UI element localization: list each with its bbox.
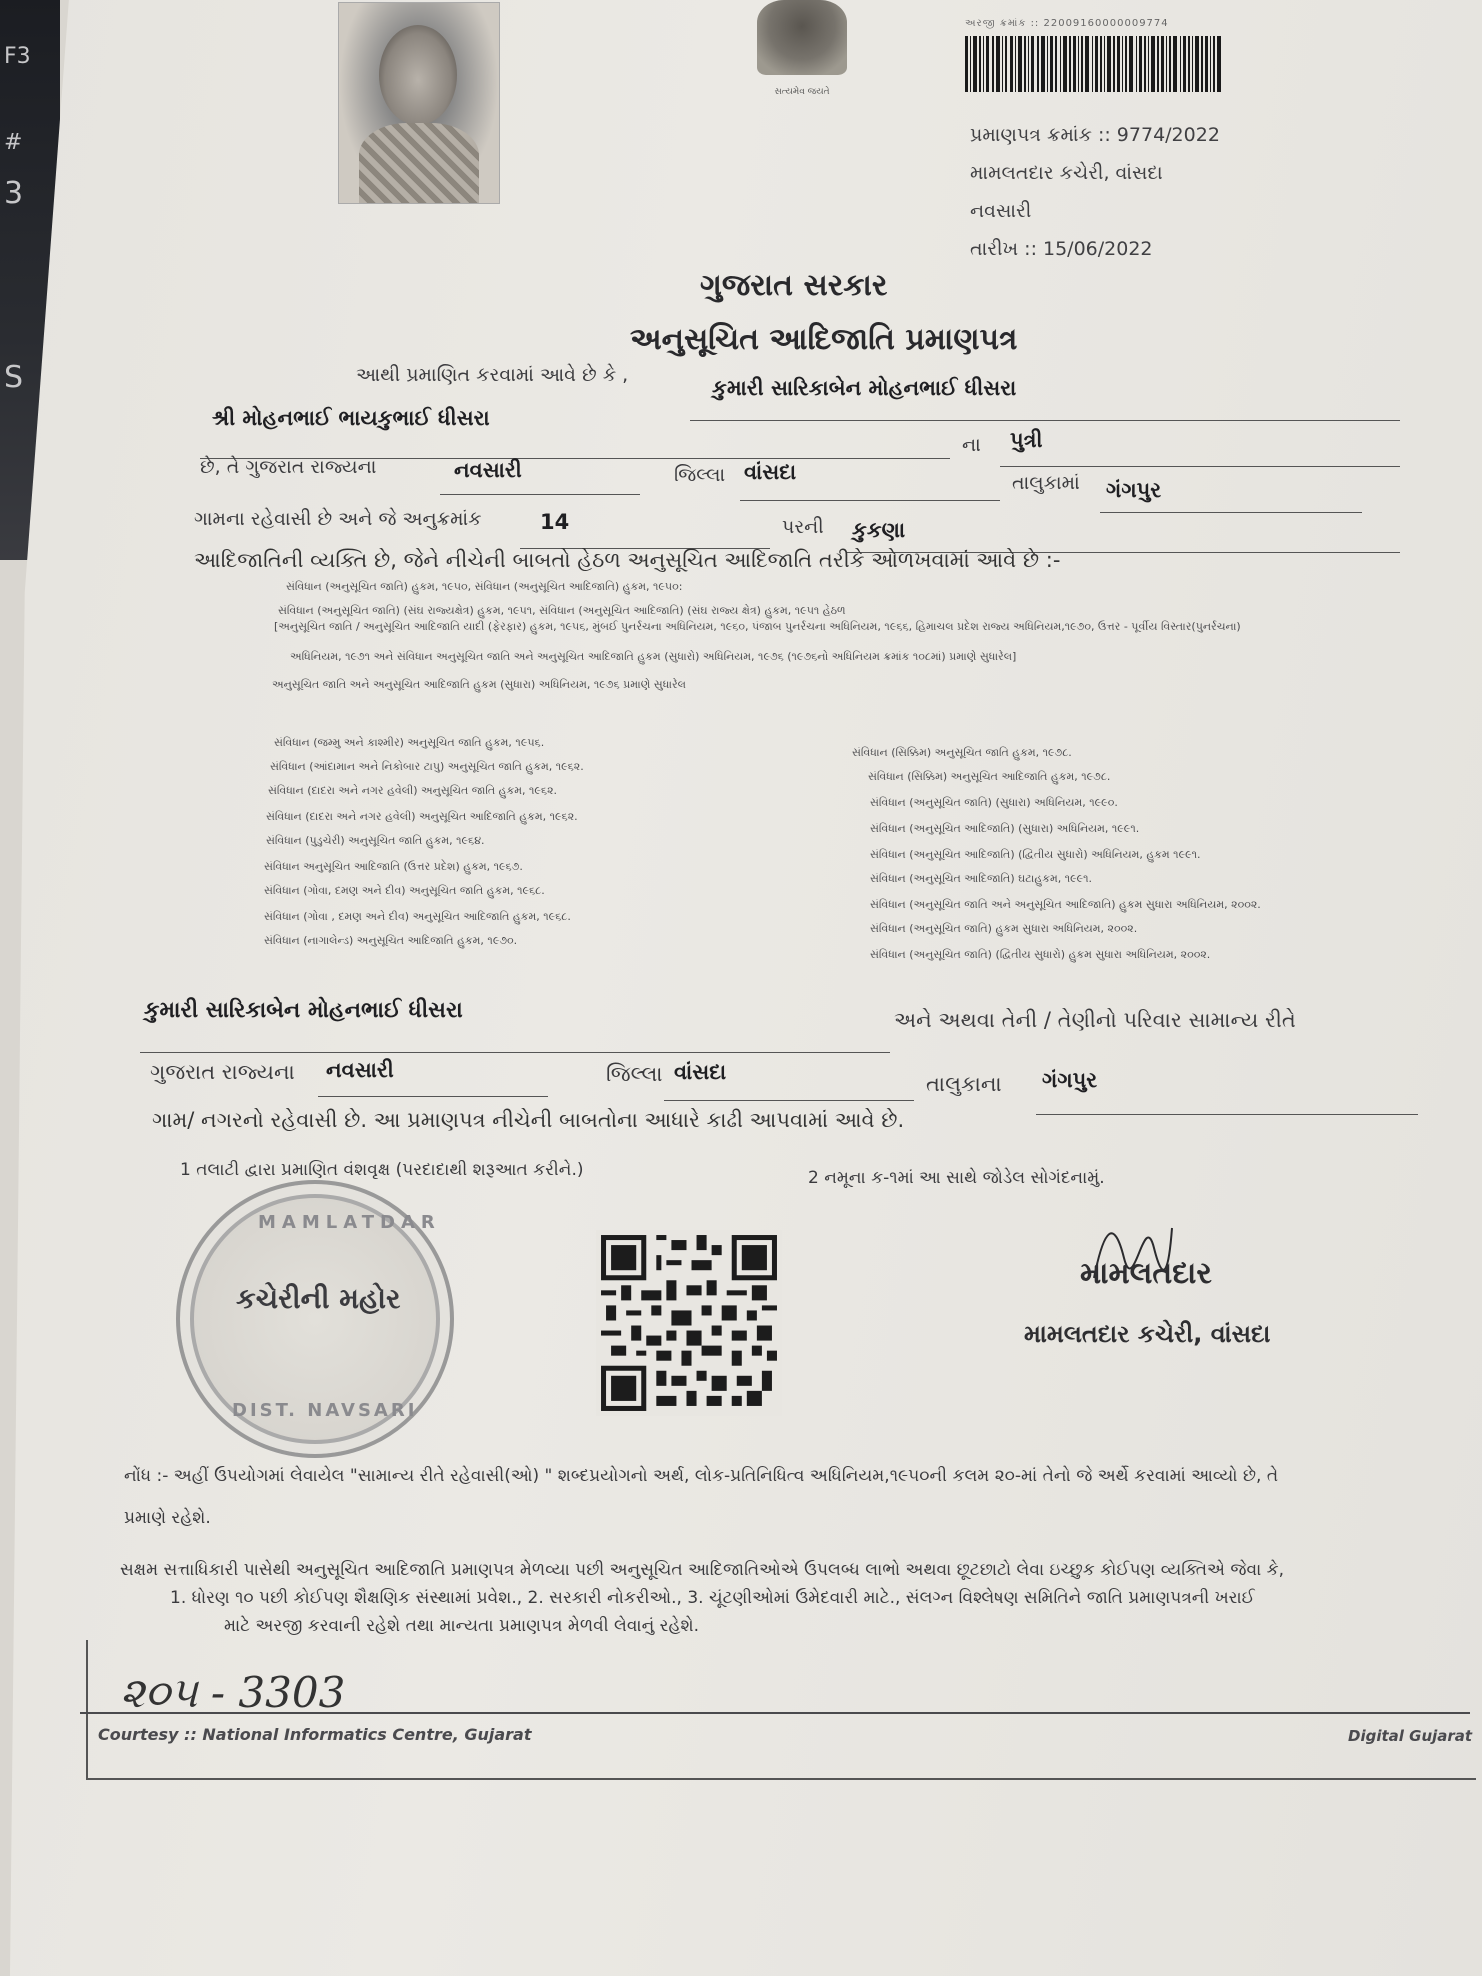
lion-capital-icon (757, 0, 847, 75)
district-label: જિલ્લા (674, 464, 726, 486)
order-right: સંવિધાન (અનુસૂચિત જાતિ) (સુધારા) અધિનિયમ, ૧૯૯૦. (870, 796, 1118, 809)
resident-sentence: ગામ/ નગરનો રહેવાસી છે. આ પ્રમાણપત્ર નીચેની બાબતોના આધારે કાઢી આપવામાં આવે છે. (152, 1108, 905, 1132)
order-left: સંવિધાન (જમ્મુ અને કાશ્મીર) અનુસૂચિત જાતિ હુકમ, ૧૯૫૬. (274, 736, 545, 749)
fill-line (664, 1100, 914, 1101)
order-right: સંવિધાન (અનુસૂચિત આદિજાતિ) (સુધારા) અધિનિયમ, ૧૯૯૧. (870, 822, 1140, 835)
relation: પુત્રી (1010, 428, 1043, 452)
order-line: સંવિધાન (અનુસૂચિત જાતિ) હુકમ, ૧૯૫૦, સંવિધાન (અનુસૂચિત આદિજાતિ) હુકમ, ૧૯૫૦: (286, 580, 683, 593)
fill-line (440, 494, 640, 495)
resident-label: ગામના રહેવાસી છે અને જે અનુક્રમાંક (194, 508, 482, 530)
order-left: સંવિધાન (દાદરા અને નગર હવેલી) અનુસૂચિત જાતિ હુકમ, ૧૯૬૨. (268, 784, 558, 797)
intro-text: આથી પ્રમાણિત કરવામાં આવે છે કે , (356, 364, 629, 386)
photo-body (359, 123, 479, 203)
tribe-sentence: આદિજાતિની વ્યક્તિ છે, જેને નીચેની બાબતો હેઠળ અનુસૂચિત આદિજાતિ તરીકે ઓળખવામાં આવે છે :- (194, 548, 1061, 572)
photo-face (379, 25, 457, 125)
order-right: સંવિધાન (અનુસૂચિત આદિજાતિ) ઘટાહુકમ, ૧૯૯૧. (870, 872, 1093, 885)
applicant-photo (338, 2, 500, 204)
applicant-name-repeat: કુમારી સારિકાબેન મોહનભાઈ ધીસરા (144, 998, 463, 1023)
order-right: સંવિધાન (અનુસૂચિત જાતિ) હુકમ સુધારા અધિનિયમ, ૨૦૦૨. (870, 922, 1138, 935)
courtesy-text: Courtesy :: National Informatics Centre, Gujarat (98, 1725, 532, 1744)
fill-line (1000, 466, 1400, 467)
taluka-value: વાંસદા (744, 460, 797, 484)
serial-number: 14 (540, 510, 570, 534)
order-right: સંવિધાન (અનુસૂચિત જાતિ) (દ્વિતીય સુધારો) હુકમ સુધારા અધિનિયમ, ૨૦૦૨. (870, 948, 1211, 961)
emblem-motto: સત્યમેવ જયતે (774, 87, 830, 97)
order-line: અધિનિયમ, ૧૯૭૧ અને સંવિધાન અનુસૂચિત જાતિ અને અનુસૂચિત આદિજાતિ હુકમ (સુધારો) અધિનિયમ, ૧૯૭૬ (૧૯૭૬નો અધિનિયમ ક્રમાંક ૧૦૮માં) પ્રમાણે સુધારેલ] (290, 650, 1017, 663)
fill-line (318, 1096, 548, 1097)
barcode (965, 36, 1225, 92)
handwritten-number: ૨૦૫ - 3303 (120, 1668, 346, 1717)
order-right: સંવિધાન (સિક્કિમ) અનુસૂચિત આદિજાતિ હુકમ, ૧૯૭૮. (868, 770, 1111, 783)
order-right: સંવિધાન (અનુસૂચિત જાતિ અને અનુસૂચિત આદિજાતિ) હુકમ સુધારા અધિનિયમ, ૨૦૦૨. (870, 898, 1261, 911)
issuing-office: મામલતદાર કચેરી, વાંસદા (970, 162, 1163, 184)
father-name: શ્રી મોહનભાઈ ભાયકુભાઈ ધીસરા (212, 406, 490, 430)
village-value: ગંગપુર (1106, 478, 1162, 502)
applicant-name: કુમારી સારિકાબેન મોહનભાઈ ધીસરા (712, 376, 1017, 400)
order-left: સંવિધાન (દાદરા અને નગર હવેલી) અનુસૂચિત આદિજાતિ હુકમ, ૧૯૬૨. (266, 810, 578, 823)
note-2-cont: માટે અરજી કરવાની રહેશે તથા માન્યતા પ્રમાણપત્ર મેળવી લેવાનું રહેશે. (224, 1616, 700, 1636)
certificate-title: અનુસૂચિત આદિજાતિ પ્રમાણપત્ર (630, 322, 1018, 357)
key-label: 3 (4, 176, 24, 211)
fill-line (690, 420, 1400, 421)
taluka-label: તાલુકામાં (1012, 472, 1080, 494)
fill-line (1036, 1114, 1418, 1115)
order-left: સંવિધાન (નાગાલેન્ડ) અનુસૂચિત આદિજાતિ હુકમ, ૧૯૭૦. (264, 934, 518, 947)
order-line: અનુસૂચિત જાતિ અને અનુસૂચિત આદિજાતિ હુકમ (સુધારા) અધિનિયમ, ૧૯૭૬ પ્રમાણે સુધારેલ (272, 678, 686, 691)
government-title: ગુજરાત સરકાર (700, 268, 888, 303)
seal-top-text: MAMLATDAR (258, 1212, 441, 1233)
order-left: સંવિધાન (ગોવા, દમણ અને દીવ) અનુસૂચિત જાતિ હુકમ, ૧૯૬૮. (264, 884, 545, 897)
application-serial: અરજી ક્રમાંક :: 22009160000009774 (965, 18, 1169, 29)
signatory-title: મામલતદાર (1080, 1256, 1212, 1291)
digital-gujarat-text: Digital Gujarat (1348, 1727, 1473, 1745)
district-value-2: નવસારી (326, 1058, 394, 1082)
order-right: સંવિધાન (અનુસૂચિત આદિજાતિ) (દ્વિતીય સુધારો) અધિનિયમ, હુકમ ૧૯૯૧. (870, 848, 1201, 861)
seal-caption: કચેરીની મહોર (236, 1282, 401, 1315)
order-left: સંવિધાન અનુસૂચિત આદિજાતિ (ઉત્તર પ્રદેશ) હુકમ, ૧૯૬૭. (264, 860, 523, 873)
district-label-2: જિલ્લા (606, 1062, 663, 1086)
qr-code (596, 1230, 782, 1416)
issuing-district: નવસારી (970, 200, 1032, 222)
issue-date: તારીખ :: 15/06/2022 (970, 238, 1153, 260)
note-2: સક્ષમ સત્તાધિકારી પાસેથી અનુસૂચિત આદિજાતિ પ્રમાણપત્ર મેળવ્યા પછી અનુસૂચિત આદિજાતિઓએ ઉપલબ્ધ લાભો અથવા છૂટછાટો લેવા ઇચ્છુક કોઈપણ વ્યક્તિએ જેવા કે, (120, 1560, 1285, 1580)
note-1-cont: પ્રમાણે રહેશે. (124, 1508, 211, 1528)
tribe-name: કુકણા (852, 518, 906, 542)
box-bottom-rule (86, 1778, 1476, 1780)
fill-line (740, 500, 1000, 501)
taluka-label-2: તાલુકાના (926, 1072, 1002, 1096)
order-line: [અનુસૂચિત જાતિ / અનુસૂચિત આદિજાતિ યાદી (ફેરફાર) હુકમ, ૧૯૫૬, મુંબઈ પુનર્રચના અધિનિયમ, ૧૯૬૦, પંજાબ પુનર્રચના અધિનિયમ, ૧૯૬૬, હિમાચલ પ્રદેશ રાજ્ય અધિનિયમ,૧૯૭૦, ઉત્તર - પૂર્વીય વિસ્તાર(પુનર્રચના) (274, 620, 1241, 633)
footer-rule (80, 1712, 1470, 1714)
certificate-number: પ્રમાણપત્ર ક્રમાંક :: 9774/2022 (970, 124, 1220, 146)
order-left: સંવિધાન (પુડુચેરી) અનુસૂચિત જાતિ હુકમ, ૧૯૬૪. (266, 834, 485, 847)
taluka-value-2: વાંસદા (674, 1060, 727, 1084)
key-label: S (4, 360, 24, 395)
parni-label: પરની (782, 516, 824, 538)
state-label: છે, તે ગુજરાત રાજ્યના (200, 456, 377, 478)
note-2-items: 1. ધોરણ ૧૦ પછી કોઈપણ શૈક્ષણિક સંસ્થામાં પ્રવેશ., 2. સરકારી નોકરીઓ., 3. ચૂંટણીઓમાં ઉમેદવારી માટે., સંલગ્ન વિશ્લેષણ સમિતિને જાતિ પ્રમાણપત્રની ખરાઈ (170, 1588, 1255, 1608)
fill-line (1100, 512, 1362, 513)
basis-item-1: 1 તલાટી દ્વારા પ્રમાણિત વંશવૃક્ષ (પરદાદાથી શરૂઆત કરીને.) (180, 1160, 584, 1180)
order-left: સંવિધાન (ગોવા , દમણ અને દીવ) અનુસૂચિત આદિજાતિ હુકમ, ૧૯૬૮. (264, 910, 571, 923)
basis-item-2: 2 નમૂના ક-૧માં આ સાથે જોડેલ સોગંદનામું. (808, 1168, 1105, 1188)
na-label: ના (962, 434, 981, 456)
district-value: નવસારી (454, 458, 522, 482)
order-right: સંવિધાન (સિક્કિમ) અનુસૂચિત જાતિ હુકમ, ૧૯૭૮. (852, 746, 1072, 759)
box-border (86, 1640, 88, 1780)
key-label: # (4, 130, 23, 155)
national-emblem (752, 0, 852, 120)
state-label-2: ગુજરાત રાજ્યના (150, 1060, 295, 1084)
key-label: F3 (4, 44, 31, 69)
order-left: સંવિધાન (આંદામાન અને નિકોબાર ટાપુ) અનુસૂચિત જાતિ હુકમ, ૧૯૬૨. (270, 760, 584, 773)
order-line: સંવિધાન (અનુસૂચિત જાતિ) (સંઘ રાજ્યક્ષેત્ર) હુકમ, ૧૯૫૧, સંવિધાન (અનુસૂચિત આદિજાતિ) (સંઘ રાજ્ય ક્ષેત્ર) હુકમ, ૧૯૫૧ હેઠળ (278, 604, 846, 617)
village-value-2: ગંગપુર (1042, 1068, 1098, 1092)
note-1: નોંધ :- અહીં ઉપયોગમાં લેવાયેલ "સામાન્ય રીતે રહેવાસી(ઓ) " શબ્દપ્રયોગનો અર્થ, લોક-પ્રતિનિધિત્વ અધિનિયમ,૧૯૫૦ની કલમ ૨૦-માં તેનો જે અર્થે કરવામાં આવ્યો છે, તે (124, 1466, 1279, 1486)
seal-bottom-text: DIST. NAVSARI (232, 1400, 418, 1421)
signatory-office: મામલતદાર કચેરી, વાંસદા (1024, 1320, 1271, 1348)
fill-line (140, 1052, 890, 1053)
family-label: અને અથવા તેની / તેણીનો પરિવાર સામાન્ય રીતે (894, 1008, 1296, 1032)
